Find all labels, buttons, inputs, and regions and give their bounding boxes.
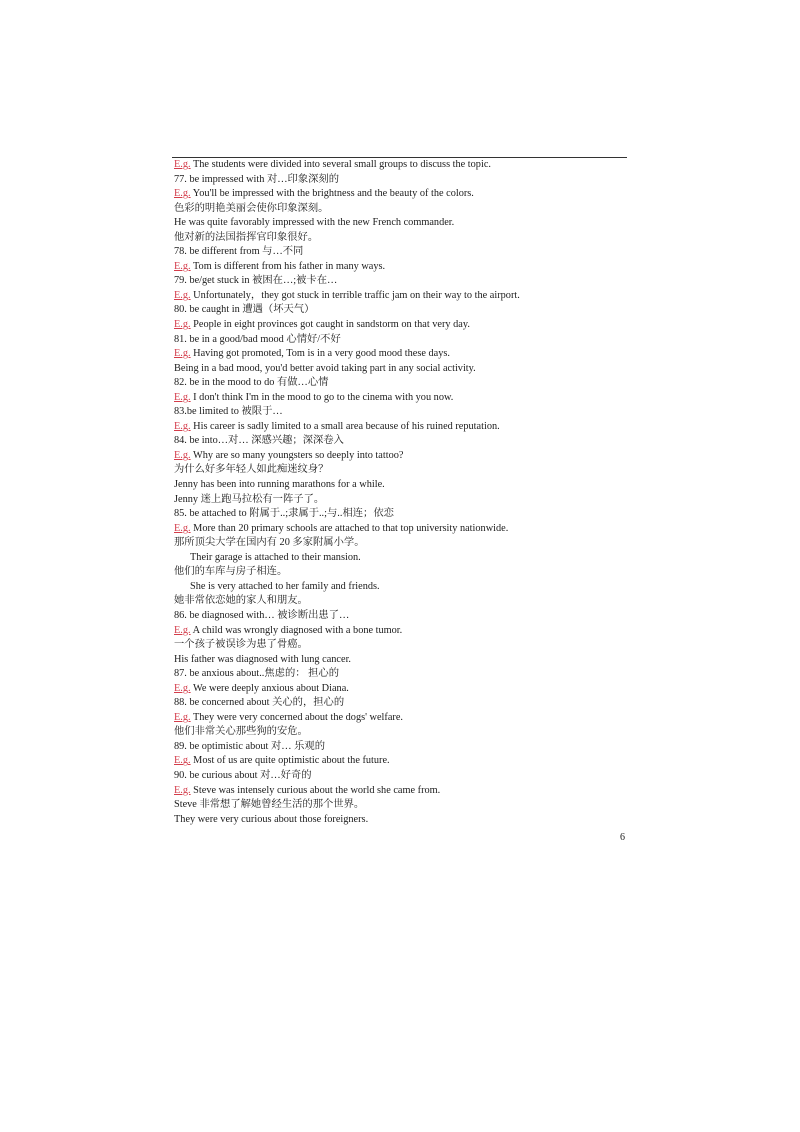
example-sentence [174,682,614,697]
line-text: 他们非常关心那些狗的安危。 [174,726,308,738]
example-sentence [174,711,614,726]
entry-heading [174,303,614,318]
line-text: 80. be caught in 遭遇（坏天气） [174,304,315,316]
example-sentence [174,187,614,202]
entry-heading [174,405,614,420]
line-text: 77. be impressed with 对…印象深刻的 [174,173,340,185]
example-label: E.g. [174,260,191,272]
example-label: E.g. [174,348,191,360]
line-text: She is very attached to her family and friends. [190,580,380,592]
line-text: 色彩的明艳美丽会使你印象深刻。 [174,202,329,214]
example-sentence [174,347,614,362]
text-line [174,725,614,740]
line-text: A child was wrongly diagnosed with a bone tumor. [192,624,403,636]
entry-heading [174,173,614,188]
line-text: 一个孩子被误诊为患了骨癌。 [174,639,308,651]
line-text: Why are so many youngsters so deeply into tattoo? [192,449,404,461]
example-sentence [174,754,614,769]
line-text: 为什么好多年轻人如此痴迷纹身？ [174,464,329,476]
line-text: Steve 非常想了解她曾经生活的那个世界。 [174,799,365,811]
example-sentence [174,522,614,537]
line-text: I don't think I'm in the mood to go to the cinema with you now. [193,391,454,403]
line-text: They were very curious about those foreigners. [174,813,369,825]
entry-heading [174,740,614,755]
line-text: 78. be different from 与…不同 [174,246,304,258]
line-text: Most of us are quite optimistic about the future. [193,755,390,767]
entry-heading [174,769,614,784]
line-text: More than 20 primary schools are attached to that top university nationwide. [193,522,509,534]
text-line [174,463,614,478]
example-label: E.g. [174,522,191,534]
entry-heading [174,507,614,522]
text-line [174,536,614,551]
line-text: Jenny 迷上跑马拉松有一阵子了。 [174,493,325,505]
line-text: 87. be anxious about..焦虑的： 担心的 [174,668,340,680]
line-text: You'll be impressed with the brightness and the beauty of the colors. [192,188,474,200]
line-text: 她非常依恋她的家人和朋友。 [174,595,308,607]
text-line [174,594,614,609]
line-text: 84. be into…对… 深感兴趣；深深卷入 [174,435,344,447]
vocabulary-list [174,158,614,827]
text-line [174,231,614,246]
line-text: People in eight provinces got caught in sandstorm on that very day. [193,319,470,331]
entry-heading [174,333,614,348]
text-line [174,478,614,493]
line-text: 88. be concerned about 关心的，担心的 [174,697,345,709]
line-text: 86. be diagnosed with… 被诊断出患了… [174,609,350,621]
line-text: Being in a bad mood, you'd better avoid taking part in any social activity. [174,362,476,374]
entry-heading [174,376,614,391]
example-label: E.g. [174,784,191,796]
text-line [174,798,614,813]
example-sentence [174,158,614,173]
line-text: He was quite favorably impressed with the new French commander. [174,217,455,229]
example-label: E.g. [174,755,191,767]
example-label: E.g. [174,319,191,331]
line-text: 81. be in a good/bad mood 心情好/不好 [174,333,341,345]
example-sentence [174,391,614,406]
line-text: Unfortunately，they got stuck in terrible traffic jam on their way to the airport. [193,289,520,301]
example-label: E.g. [174,624,191,636]
line-text: Steve was intensely curious about the world she came from. [193,784,441,796]
line-text: His father was diagnosed with lung cancer. [174,653,351,665]
example-label: E.g. [174,420,191,432]
example-label: E.g. [174,682,191,694]
line-text: We were deeply anxious about Diana. [192,682,349,694]
example-sentence [174,260,614,275]
line-text: 79. be/get stuck in 被困在…;被卡在… [174,275,338,287]
text-line [174,216,614,231]
line-text: The students were divided into several small groups to discuss the topic. [192,159,491,170]
example-label: E.g. [174,188,191,200]
example-label: E.g. [174,289,191,301]
line-text: 89. be optimistic about 对… 乐观的 [174,740,326,752]
example-sentence [174,624,614,639]
line-text: 90. be curious about 对…好奇的 [174,769,312,781]
entry-heading [174,609,614,624]
entry-heading [174,696,614,711]
line-text: Their garage is attached to their mansion. [190,551,361,563]
example-sentence [174,289,614,304]
example-label: E.g. [174,449,191,461]
entry-heading [174,274,614,289]
text-line [174,580,614,595]
line-text: Jenny has been into running marathons for a while. [174,479,385,491]
line-text: They were very concerned about the dogs' welfare. [192,711,403,723]
line-text: Having got promoted, Tom is in a very good mood these days. [193,348,450,360]
text-line [174,551,614,566]
entry-heading [174,245,614,260]
entry-heading [174,434,614,449]
line-text: 他对新的法国指挥官印象很好。 [174,231,319,243]
example-sentence [174,784,614,799]
example-sentence [174,449,614,464]
line-text: His career is sadly limited to a small area because of his ruined reputation. [193,420,500,432]
text-line [174,653,614,668]
line-text: 83.be limited to 被限于… [174,406,283,418]
line-text: Tom is different from his father in many ways. [192,260,386,272]
text-line [174,638,614,653]
text-line [174,362,614,377]
line-text: 他们的车库与房子相连。 [174,566,288,578]
example-label: E.g. [174,711,191,723]
example-sentence [174,420,614,435]
page-number: 6 [620,832,625,843]
line-text: 85. be attached to 附属于..;隶属于..;与..相连；依恋 [174,508,394,520]
example-sentence [174,318,614,333]
line-text: 那所顶尖大学在国内有 20 多家附属小学。 [174,537,365,549]
line-text: 82. be in the mood to do 有做…心情 [174,377,329,389]
text-line [174,813,614,828]
text-line [174,202,614,217]
text-line [174,565,614,580]
text-line [174,493,614,508]
entry-heading [174,667,614,682]
example-label: E.g. [174,159,191,170]
example-label: E.g. [174,391,191,403]
